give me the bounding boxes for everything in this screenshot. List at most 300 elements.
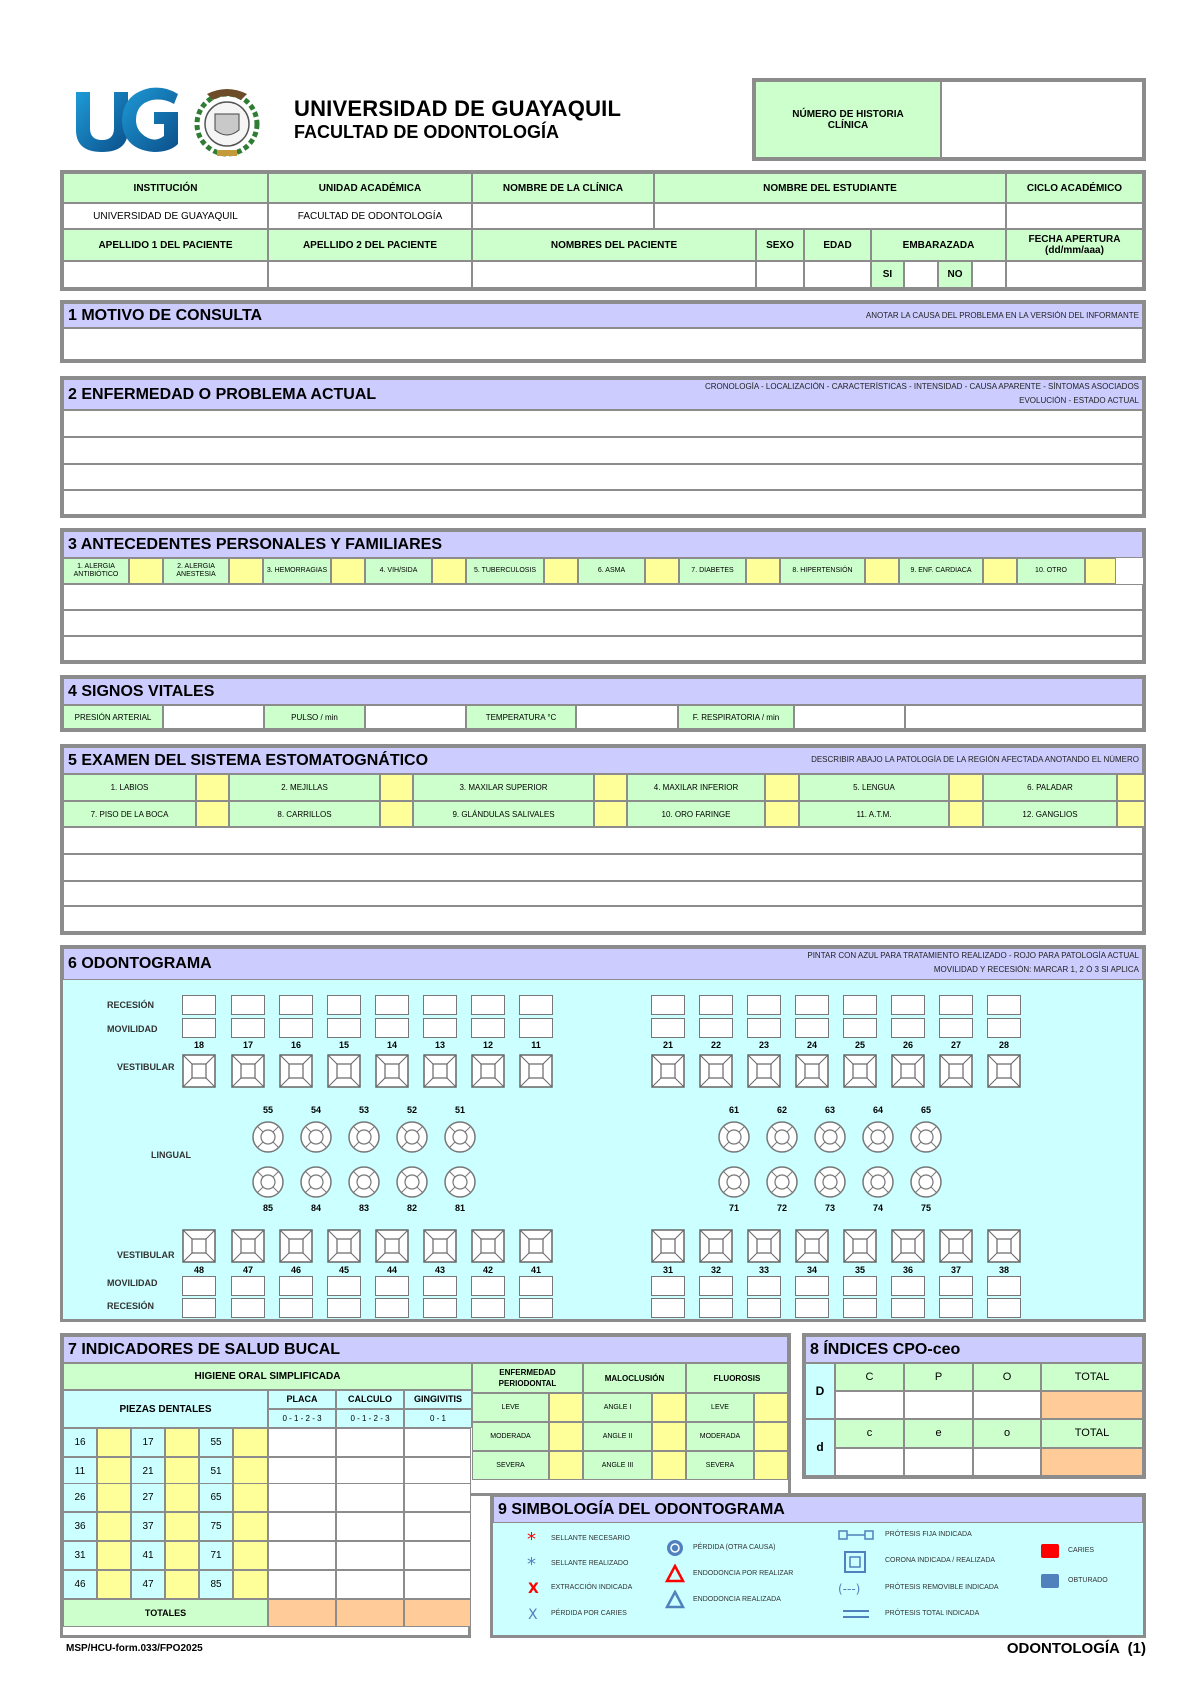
mobility-box[interactable]: [519, 1276, 553, 1296]
tooth-11[interactable]: [519, 1054, 553, 1088]
stomatognathic-box[interactable]: [196, 801, 229, 827]
history-item-box[interactable]: [865, 558, 899, 584]
tooth-18[interactable]: [182, 1054, 216, 1088]
tooth-number: 73: [824, 1203, 835, 1213]
vital-sign-input[interactable]: [163, 705, 264, 729]
tooth-34[interactable]: [795, 1229, 829, 1263]
recession-box[interactable]: [795, 995, 829, 1015]
symbology-label: ENDODONCIA REALIZADA: [693, 1596, 781, 1603]
gingivitis-header: GINGIVITIS: [404, 1390, 472, 1409]
piece-box[interactable]: [97, 1512, 131, 1541]
unit-value[interactable]: FACULTAD DE ODONTOLOGÍA: [268, 203, 472, 229]
mobility-box[interactable]: [279, 1276, 313, 1296]
clinic-header: NOMBRE DE LA CLÍNICA: [472, 173, 654, 203]
history-item-box[interactable]: [331, 558, 365, 584]
vestibular-label-upper: VESTIBULAR: [117, 1062, 175, 1072]
stomatognathic-line-4[interactable]: [63, 906, 1143, 932]
mobility-box[interactable]: [471, 1018, 505, 1038]
stomatognathic-box[interactable]: [380, 774, 413, 801]
mobility-box[interactable]: [471, 1276, 505, 1296]
mobility-box[interactable]: [843, 1018, 877, 1038]
piece-box[interactable]: [233, 1428, 268, 1457]
periodontal-level-box[interactable]: [549, 1422, 583, 1451]
tooth-15[interactable]: [327, 1054, 361, 1088]
symbology-label: OBTURADO: [1068, 1577, 1108, 1584]
vital-sign-input[interactable]: [794, 705, 905, 729]
illness-line-4[interactable]: [63, 490, 1143, 515]
deciduous-tooth-61[interactable]: [717, 1120, 751, 1154]
recession-box[interactable]: [231, 1298, 265, 1318]
cpo-O-header: O: [973, 1363, 1041, 1391]
recession-box[interactable]: [375, 1298, 409, 1318]
calculus-total[interactable]: [336, 1599, 404, 1627]
cpo-C-input[interactable]: [835, 1391, 904, 1419]
history-item-box[interactable]: [432, 558, 466, 584]
stomatognathic-box[interactable]: [594, 774, 627, 801]
stomatognathic-line-1[interactable]: [63, 827, 1143, 854]
piece-number: 71: [199, 1541, 233, 1570]
mobility-box[interactable]: [795, 1018, 829, 1038]
sex-header: SEXO: [756, 229, 804, 261]
recession-box[interactable]: [891, 995, 925, 1015]
malocclusion-level-label: ANGLE III: [583, 1451, 652, 1480]
mobility-box[interactable]: [423, 1276, 457, 1296]
last-name1-header: APELLIDO 1 DEL PACIENTE: [63, 229, 268, 261]
tooth-35[interactable]: [843, 1229, 877, 1263]
ceo-total-input[interactable]: [1041, 1448, 1143, 1476]
deciduous-tooth-55[interactable]: [251, 1120, 285, 1154]
plaque-input[interactable]: [268, 1512, 336, 1541]
section-3-title: [63, 531, 1143, 558]
deciduous-tooth-75[interactable]: [909, 1165, 943, 1199]
open-date-input[interactable]: [1006, 261, 1143, 288]
deciduous-tooth-71[interactable]: [717, 1165, 751, 1199]
piece-box[interactable]: [97, 1541, 131, 1570]
section-8-title-text: 8 ÍNDICES CPO-ceo: [810, 1340, 961, 1358]
piece-number: 47: [131, 1570, 165, 1599]
history-line-2[interactable]: [63, 610, 1143, 636]
mobility-box[interactable]: [375, 1018, 409, 1038]
stomatognathic-box[interactable]: [765, 774, 799, 801]
piece-number: 36: [63, 1512, 97, 1541]
tooth-23[interactable]: [747, 1054, 781, 1088]
deciduous-tooth-52[interactable]: [395, 1120, 429, 1154]
deciduous-tooth-64[interactable]: [861, 1120, 895, 1154]
cpo-P-input[interactable]: [904, 1391, 973, 1419]
tooth-25[interactable]: [843, 1054, 877, 1088]
symbology-label: CARIES: [1068, 1547, 1095, 1554]
periodontal-level-box[interactable]: [549, 1451, 583, 1480]
tooth-number: 75: [920, 1203, 931, 1213]
cpo-total-input[interactable]: [1041, 1391, 1143, 1419]
cpo-O-input[interactable]: [973, 1391, 1041, 1419]
recession-box[interactable]: [747, 995, 781, 1015]
recession-box[interactable]: [231, 995, 265, 1015]
logo: [70, 84, 180, 156]
recession-box[interactable]: [843, 1298, 877, 1318]
recession-box[interactable]: [279, 995, 313, 1015]
ceo-o-input[interactable]: [973, 1448, 1041, 1476]
gingivitis-total[interactable]: [404, 1599, 471, 1627]
tooth-number: 17: [242, 1040, 253, 1050]
section-7-title-text: 7 INDICADORES DE SALUD BUCAL: [68, 1340, 341, 1358]
calculus-input[interactable]: [336, 1541, 404, 1570]
mobility-box[interactable]: [987, 1018, 1021, 1038]
plaque-header: PLACA: [268, 1390, 336, 1409]
history-item-box[interactable]: [129, 558, 163, 584]
deciduous-tooth-85[interactable]: [251, 1165, 285, 1199]
piece-box[interactable]: [97, 1457, 131, 1486]
recession-box[interactable]: [423, 1298, 457, 1318]
malocclusion-level-box[interactable]: [652, 1422, 686, 1451]
mobility-box[interactable]: [987, 1276, 1021, 1296]
stomatognathic-line-2[interactable]: [63, 854, 1143, 881]
recession-box[interactable]: [795, 1298, 829, 1318]
deciduous-tooth-82[interactable]: [395, 1165, 429, 1199]
gingivitis-input[interactable]: [404, 1512, 471, 1541]
tooth-14[interactable]: [375, 1054, 409, 1088]
periodontal-level-box[interactable]: [549, 1393, 583, 1422]
student-input[interactable]: [654, 203, 1006, 229]
section-1-note: ANOTAR LA CAUSA DEL PROBLEMA EN LA VERSIÓN DEL INFORMANTE: [865, 311, 1139, 320]
section-oral-health-lower: [60, 1493, 471, 1638]
recession-box[interactable]: [375, 995, 409, 1015]
calculus-input[interactable]: [336, 1512, 404, 1541]
stomatognathic-box[interactable]: [949, 774, 983, 801]
piece-box[interactable]: [233, 1541, 268, 1570]
tooth-number: 18: [193, 1040, 204, 1050]
gingivitis-input[interactable]: [404, 1570, 471, 1599]
mobility-box[interactable]: [795, 1276, 829, 1296]
recession-box[interactable]: [651, 1298, 685, 1318]
pregnant-yes-box[interactable]: [904, 261, 938, 288]
tooth-28[interactable]: [987, 1054, 1021, 1088]
tooth-37[interactable]: [939, 1229, 973, 1263]
tooth-32[interactable]: [699, 1229, 733, 1263]
tooth-number: 64: [872, 1105, 883, 1115]
mobility-box[interactable]: [747, 1018, 781, 1038]
symbology-label: ENDODONCIA POR REALIZAR: [693, 1570, 794, 1577]
age-input[interactable]: [804, 261, 871, 288]
plaque-input[interactable]: [268, 1483, 336, 1512]
history-line-1[interactable]: [63, 584, 1143, 610]
recession-box[interactable]: [327, 995, 361, 1015]
ceo-c-input[interactable]: [835, 1448, 904, 1476]
tooth-number: 85: [262, 1203, 273, 1213]
hygiene-rows-lower: [63, 1493, 471, 1635]
tooth-number: 84: [310, 1203, 321, 1213]
illness-line-3[interactable]: [63, 464, 1143, 490]
stomatognathic-label: 8. CARRILLOS: [229, 801, 380, 827]
piece-number: 75: [199, 1512, 233, 1541]
tooth-21[interactable]: [651, 1054, 685, 1088]
illness-line-1[interactable]: [63, 410, 1143, 437]
recession-box[interactable]: [891, 1298, 925, 1318]
mobility-box[interactable]: [699, 1276, 733, 1296]
section-cpo-index: [802, 1333, 1146, 1479]
deciduous-tooth-74[interactable]: [861, 1165, 895, 1199]
gingivitis-input[interactable]: [404, 1428, 471, 1457]
tooth-number: 41: [530, 1265, 541, 1275]
tooth-24[interactable]: [795, 1054, 829, 1088]
piece-number: 11: [63, 1457, 97, 1486]
history-item-box[interactable]: [645, 558, 679, 584]
stomatognathic-box[interactable]: [1117, 801, 1145, 827]
section-stomatognathic: [60, 744, 1146, 935]
fluorosis-level-box[interactable]: [754, 1422, 788, 1451]
mobility-box[interactable]: [891, 1018, 925, 1038]
deciduous-tooth-54[interactable]: [299, 1120, 333, 1154]
vital-sign-input[interactable]: [365, 705, 466, 729]
recession-box[interactable]: [471, 1298, 505, 1318]
recession-box[interactable]: [182, 1298, 216, 1318]
recession-label-upper: RECESIÓN: [107, 1000, 155, 1010]
tooth-number: 42: [482, 1265, 493, 1275]
fluorosis-level-box[interactable]: [754, 1451, 788, 1480]
mobility-box[interactable]: [182, 1018, 216, 1038]
tooth-42[interactable]: [471, 1229, 505, 1263]
mobility-box[interactable]: [519, 1018, 553, 1038]
plaque-input[interactable]: [268, 1570, 336, 1599]
history-item-label: 6. ASMA: [578, 558, 645, 584]
history-number-input[interactable]: [941, 81, 1143, 158]
malocclusion-level-box[interactable]: [652, 1393, 686, 1422]
recession-box[interactable]: [699, 1298, 733, 1318]
calculus-input[interactable]: [336, 1428, 404, 1457]
piece-box[interactable]: [165, 1541, 199, 1570]
piece-box[interactable]: [97, 1428, 131, 1457]
tooth-number: 25: [854, 1040, 865, 1050]
faculty-name: FACULTAD DE ODONTOLOGÍA: [294, 122, 559, 142]
odontogram-grid: [63, 980, 1143, 1319]
piece-box[interactable]: [165, 1457, 199, 1486]
tooth-number: 16: [290, 1040, 301, 1050]
mobility-box[interactable]: [182, 1276, 216, 1296]
section-8-title: [805, 1336, 1143, 1363]
tooth-16[interactable]: [279, 1054, 313, 1088]
history-line-3[interactable]: [63, 636, 1143, 661]
recession-box[interactable]: [987, 995, 1021, 1015]
cycle-input[interactable]: [1006, 203, 1143, 229]
deciduous-tooth-62[interactable]: [765, 1120, 799, 1154]
tooth-number: 47: [242, 1265, 253, 1275]
history-item-box[interactable]: [1085, 558, 1116, 584]
stomatognathic-box[interactable]: [196, 774, 229, 801]
tooth-number: 24: [806, 1040, 817, 1050]
stomatognathic-box[interactable]: [594, 801, 627, 827]
tooth-27[interactable]: [939, 1054, 973, 1088]
recession-box[interactable]: [279, 1298, 313, 1318]
stomatognathic-label: 3. MAXILAR SUPERIOR: [413, 774, 594, 801]
deciduous-tooth-83[interactable]: [347, 1165, 381, 1199]
university-name: UNIVERSIDAD DE GUAYAQUIL: [294, 96, 622, 121]
mobility-box[interactable]: [231, 1018, 265, 1038]
ceo-total-header: TOTAL: [1041, 1419, 1143, 1448]
recession-box[interactable]: [939, 1298, 973, 1318]
mobility-box[interactable]: [939, 1018, 973, 1038]
deciduous-tooth-65[interactable]: [909, 1120, 943, 1154]
history-item-label: 9. ENF. CARDIACA: [899, 558, 983, 584]
recession-box[interactable]: [987, 1298, 1021, 1318]
calculus-input[interactable]: [336, 1570, 404, 1599]
history-item-box[interactable]: [544, 558, 578, 584]
stomatognathic-line-3[interactable]: [63, 881, 1143, 906]
stomatognathic-box[interactable]: [380, 801, 413, 827]
tooth-46[interactable]: [279, 1229, 313, 1263]
pregnant-no-box[interactable]: [972, 261, 1006, 288]
clinic-input[interactable]: [472, 203, 654, 229]
deciduous-tooth-63[interactable]: [813, 1120, 847, 1154]
piece-box[interactable]: [165, 1428, 199, 1457]
mobility-box[interactable]: [231, 1276, 265, 1296]
section-3-title-text: 3 ANTECEDENTES PERSONALES Y FAMILIARES: [68, 535, 442, 553]
deciduous-tooth-84[interactable]: [299, 1165, 333, 1199]
piece-box[interactable]: [233, 1570, 268, 1599]
tooth-41[interactable]: [519, 1229, 553, 1263]
section-9-title-text: 9 SIMBOLOGÍA DEL ODONTOGRAMA: [498, 1500, 785, 1518]
history-item-label: 3. HEMORRAGIAS: [263, 558, 331, 584]
sex-input[interactable]: [756, 261, 804, 288]
tooth-number: 74: [872, 1203, 883, 1213]
recession-box[interactable]: [843, 995, 877, 1015]
vital-sign-input[interactable]: [576, 705, 678, 729]
plaque-input[interactable]: [268, 1457, 336, 1486]
deciduous-tooth-73[interactable]: [813, 1165, 847, 1199]
mobility-box[interactable]: [375, 1276, 409, 1296]
mobility-box[interactable]: [279, 1018, 313, 1038]
gingivitis-input[interactable]: [404, 1541, 471, 1570]
stomatognathic-box[interactable]: [949, 801, 983, 827]
tooth-number: 14: [386, 1040, 397, 1050]
fluorosis-header: FLUOROSIS: [686, 1363, 788, 1393]
recession-box[interactable]: [519, 995, 553, 1015]
mobility-box[interactable]: [327, 1018, 361, 1038]
plaque-input[interactable]: [268, 1541, 336, 1570]
tooth-48[interactable]: [182, 1229, 216, 1263]
mobility-box[interactable]: [747, 1276, 781, 1296]
piece-box[interactable]: [165, 1512, 199, 1541]
mobility-box[interactable]: [891, 1276, 925, 1296]
piece-number: 31: [63, 1541, 97, 1570]
recession-box[interactable]: [939, 995, 973, 1015]
symbology-label: PRÓTESIS TOTAL INDICADA: [885, 1610, 980, 1617]
tooth-36[interactable]: [891, 1229, 925, 1263]
tooth-26[interactable]: [891, 1054, 925, 1088]
pregnant-yes-label: SI: [871, 261, 904, 288]
gingivitis-input[interactable]: [404, 1457, 471, 1486]
deciduous-tooth-53[interactable]: [347, 1120, 381, 1154]
recession-box[interactable]: [327, 1298, 361, 1318]
history-number-label: NÚMERO DE HISTORIA CLÍNICA: [755, 81, 941, 158]
calculus-input[interactable]: [336, 1457, 404, 1486]
stomatognathic-label: 12. GANGLIOS: [983, 801, 1117, 827]
tooth-number: 22: [710, 1040, 721, 1050]
tooth-43[interactable]: [423, 1229, 457, 1263]
tooth-33[interactable]: [747, 1229, 781, 1263]
mobility-box[interactable]: [843, 1276, 877, 1296]
malocclusion-level-box[interactable]: [652, 1451, 686, 1480]
illness-line-2[interactable]: [63, 437, 1143, 464]
names-input[interactable]: [472, 261, 756, 288]
deciduous-tooth-51[interactable]: [443, 1120, 477, 1154]
piece-box[interactable]: [165, 1483, 199, 1512]
ceo-e-input[interactable]: [904, 1448, 973, 1476]
tooth-17[interactable]: [231, 1054, 265, 1088]
piece-box[interactable]: [233, 1457, 268, 1486]
tooth-47[interactable]: [231, 1229, 265, 1263]
fluorosis-level-box[interactable]: [754, 1393, 788, 1422]
last-name1-input[interactable]: [63, 261, 268, 288]
piece-box[interactable]: [97, 1570, 131, 1599]
tooth-22[interactable]: [699, 1054, 733, 1088]
mobility-box[interactable]: [327, 1276, 361, 1296]
recession-box[interactable]: [651, 995, 685, 1015]
mobility-box[interactable]: [651, 1018, 685, 1038]
history-item-box[interactable]: [746, 558, 780, 584]
plaque-input[interactable]: [268, 1428, 336, 1457]
consultation-input[interactable]: [63, 328, 1143, 360]
mobility-box[interactable]: [939, 1276, 973, 1296]
vital-sign-extra[interactable]: [905, 705, 1143, 729]
stomatognathic-box[interactable]: [1117, 774, 1145, 801]
tooth-13[interactable]: [423, 1054, 457, 1088]
section-5-note: DESCRIBIR ABAJO LA PATOLOGÍA DE LA REGIÓN AFECTADA ANOTANDO EL NÚMERO: [811, 755, 1139, 764]
mobility-box[interactable]: [651, 1276, 685, 1296]
gingivitis-input[interactable]: [404, 1483, 471, 1512]
lingual-label: LINGUAL: [151, 1150, 191, 1160]
mobility-box[interactable]: [423, 1018, 457, 1038]
endodontics-done-icon: [665, 1590, 685, 1615]
section-2-note-2: EVOLUCIÓN - ESTADO ACTUAL: [1019, 396, 1139, 405]
totals-label: TOTALES: [63, 1599, 268, 1627]
mobility-box[interactable]: [699, 1018, 733, 1038]
tooth-number: 55: [262, 1105, 273, 1115]
plaque-total[interactable]: [268, 1599, 336, 1627]
recession-box[interactable]: [182, 995, 216, 1015]
deciduous-tooth-72[interactable]: [765, 1165, 799, 1199]
history-item-box[interactable]: [983, 558, 1017, 584]
recession-box[interactable]: [423, 995, 457, 1015]
ceo-o-header: o: [973, 1419, 1041, 1448]
calculus-input[interactable]: [336, 1483, 404, 1512]
tooth-38[interactable]: [987, 1229, 1021, 1263]
piece-box[interactable]: [233, 1483, 268, 1512]
stomatognathic-box[interactable]: [765, 801, 799, 827]
tooth-45[interactable]: [327, 1229, 361, 1263]
piece-number: 37: [131, 1512, 165, 1541]
tooth-number: 44: [386, 1265, 397, 1275]
recession-box[interactable]: [699, 995, 733, 1015]
recession-box[interactable]: [519, 1298, 553, 1318]
piece-box[interactable]: [97, 1483, 131, 1512]
stomatognathic-label: 9. GLÁNDULAS SALIVALES: [413, 801, 594, 827]
last-name2-input[interactable]: [268, 261, 472, 288]
piece-number: 65: [199, 1483, 233, 1512]
recession-box[interactable]: [747, 1298, 781, 1318]
plaque-scale: 0 - 1 - 2 - 3: [268, 1409, 336, 1428]
institution-value[interactable]: UNIVERSIDAD DE GUAYAQUIL: [63, 203, 268, 229]
piece-box[interactable]: [233, 1512, 268, 1541]
deciduous-tooth-81[interactable]: [443, 1165, 477, 1199]
tooth-31[interactable]: [651, 1229, 685, 1263]
piece-box[interactable]: [165, 1570, 199, 1599]
tooth-44[interactable]: [375, 1229, 409, 1263]
perio-rows: [472, 1393, 788, 1469]
tooth-12[interactable]: [471, 1054, 505, 1088]
recession-box[interactable]: [471, 995, 505, 1015]
history-item-box[interactable]: [229, 558, 263, 584]
ceo-e-header: e: [904, 1419, 973, 1448]
